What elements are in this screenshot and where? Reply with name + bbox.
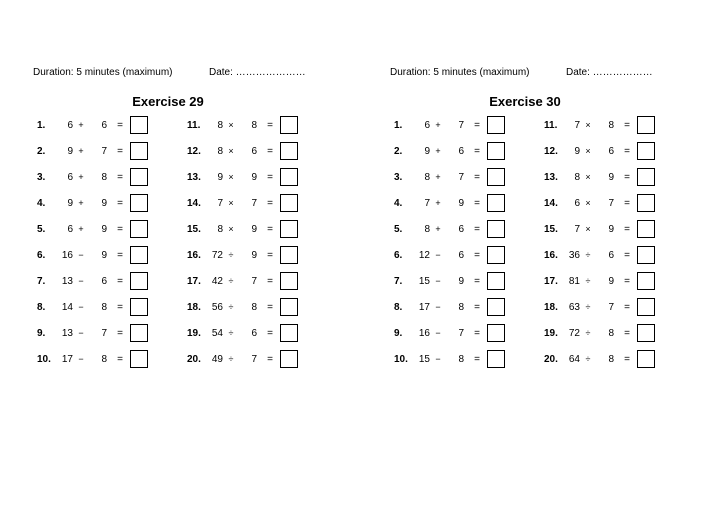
problem-number: 8. [37,302,46,313]
equals-sign: = [117,302,123,313]
operator: ÷ [228,328,234,338]
operand-b: 7 [458,120,464,131]
operand-a: 17 [418,302,430,313]
operator: × [585,224,591,234]
operand-b: 7 [101,328,107,339]
problem-row [540,246,680,266]
operand-b: 8 [101,302,107,313]
equals-sign: = [267,198,273,209]
duration-label: Duration: 5 minutes (maximum) [33,67,173,78]
problem-number: 10. [37,354,51,365]
operand-a: 7 [574,224,580,235]
operator: ÷ [228,354,234,364]
problem-number: 14. [187,198,201,209]
answer-box[interactable] [280,246,298,264]
problem-number: 15. [544,224,558,235]
equals-sign: = [117,250,123,261]
problem-number: 19. [544,328,558,339]
operand-b: 7 [608,302,614,313]
operator: ÷ [228,302,234,312]
problem-row [183,246,323,266]
exercise-sheet-29 [33,0,363,515]
answer-box[interactable] [487,324,505,342]
operand-b: 6 [251,146,257,157]
operand-a: 16 [418,328,430,339]
problem-row [390,142,530,162]
operand-b: 9 [608,224,614,235]
operand-a: 7 [217,198,223,209]
answer-box[interactable] [637,116,655,134]
operator: − [78,276,84,286]
problem-number: 10. [394,354,408,365]
answer-box[interactable] [487,168,505,186]
operand-a: 6 [67,224,73,235]
equals-sign: = [474,250,480,261]
answer-box[interactable] [637,272,655,290]
equals-sign: = [267,276,273,287]
equals-sign: = [267,354,273,365]
operand-b: 9 [458,276,464,287]
operand-b: 9 [608,276,614,287]
operator: ÷ [585,302,591,312]
operand-b: 8 [101,354,107,365]
problem-row [183,142,323,162]
problem-row [390,168,530,188]
operator: + [435,198,441,208]
problem-number: 13. [544,172,558,183]
operand-a: 6 [67,172,73,183]
operand-a: 12 [418,250,430,261]
problem-number: 12. [544,146,558,157]
operator: ÷ [585,328,591,338]
operator: − [435,250,441,260]
equals-sign: = [474,276,480,287]
problem-row [540,298,680,318]
operand-a: 72 [568,328,580,339]
equals-sign: = [117,276,123,287]
operand-a: 6 [67,120,73,131]
operator: + [435,146,441,156]
operand-b: 7 [251,198,257,209]
operand-b: 6 [251,328,257,339]
operand-a: 54 [211,328,223,339]
operand-b: 8 [251,120,257,131]
operator: − [78,328,84,338]
answer-box[interactable] [637,350,655,368]
problem-row [390,272,530,292]
operand-b: 9 [101,250,107,261]
problem-number: 19. [187,328,201,339]
equals-sign: = [267,172,273,183]
date-label: Date: ………………… [209,67,306,78]
problem-row [33,116,173,136]
problem-number: 1. [394,120,403,131]
equals-sign: = [117,172,123,183]
operand-a: 15 [418,354,430,365]
answer-box[interactable] [280,168,298,186]
problem-row [540,168,680,188]
operand-a: 63 [568,302,580,313]
answer-box[interactable] [280,324,298,342]
operand-b: 7 [458,328,464,339]
problem-number: 5. [394,224,403,235]
problem-row [540,194,680,214]
operator: ÷ [585,354,591,364]
operator: − [435,276,441,286]
operand-b: 6 [101,120,107,131]
operand-a: 13 [61,328,73,339]
duration-label: Duration: 5 minutes (maximum) [390,67,530,78]
problem-row [390,116,530,136]
problem-row [33,194,173,214]
operator: × [228,172,234,182]
operator: × [228,198,234,208]
operand-b: 7 [458,172,464,183]
problem-number: 18. [544,302,558,313]
operand-a: 16 [61,250,73,261]
operator: + [435,224,441,234]
operator: + [78,224,84,234]
problem-row [540,324,680,344]
problem-row [33,220,173,240]
problem-row [390,324,530,344]
operand-b: 6 [608,146,614,157]
problem-row [183,298,323,318]
operand-a: 6 [424,120,430,131]
operator: × [228,120,234,130]
problem-row [33,272,173,292]
answer-box[interactable] [637,194,655,212]
problem-number: 20. [187,354,201,365]
equals-sign: = [624,302,630,313]
operand-b: 9 [608,172,614,183]
operator: + [78,198,84,208]
operand-a: 9 [67,198,73,209]
operand-b: 7 [251,276,257,287]
answer-box[interactable] [487,116,505,134]
operand-b: 8 [458,354,464,365]
exercise-title: Exercise 30 [489,94,561,109]
answer-box[interactable] [637,168,655,186]
operand-a: 72 [211,250,223,261]
problem-row [183,194,323,214]
equals-sign: = [624,120,630,131]
problem-row [390,350,530,370]
operand-b: 7 [251,354,257,365]
problem-number: 18. [187,302,201,313]
operand-a: 8 [424,172,430,183]
problem-row [390,220,530,240]
operator: + [435,120,441,130]
problem-row [33,298,173,318]
operand-b: 8 [251,302,257,313]
operator: − [435,302,441,312]
operand-a: 64 [568,354,580,365]
problem-number: 15. [187,224,201,235]
equals-sign: = [624,172,630,183]
answer-box[interactable] [487,194,505,212]
operator: + [78,172,84,182]
problem-number: 12. [187,146,201,157]
answer-box[interactable] [130,298,148,316]
equals-sign: = [474,302,480,313]
problem-number: 14. [544,198,558,209]
problem-row [33,350,173,370]
answer-box[interactable] [637,246,655,264]
operand-b: 6 [458,146,464,157]
equals-sign: = [624,224,630,235]
operand-b: 6 [101,276,107,287]
problem-number: 9. [394,328,403,339]
operator: ÷ [585,250,591,260]
operand-b: 8 [608,120,614,131]
problem-number: 5. [37,224,46,235]
problem-row [540,220,680,240]
answer-box[interactable] [130,272,148,290]
equals-sign: = [624,250,630,261]
operand-b: 6 [458,224,464,235]
problem-row [390,246,530,266]
equals-sign: = [474,354,480,365]
operand-a: 8 [217,224,223,235]
problem-row [33,246,173,266]
equals-sign: = [117,224,123,235]
operand-a: 7 [574,120,580,131]
answer-box[interactable] [130,324,148,342]
operator: − [435,354,441,364]
problem-number: 16. [544,250,558,261]
equals-sign: = [117,198,123,209]
operand-a: 36 [568,250,580,261]
operator: × [585,172,591,182]
answer-box[interactable] [487,272,505,290]
equals-sign: = [474,172,480,183]
operand-a: 6 [574,198,580,209]
problem-number: 7. [394,276,403,287]
problem-number: 7. [37,276,46,287]
operand-b: 9 [251,172,257,183]
equals-sign: = [267,250,273,261]
problem-row [33,142,173,162]
problem-number: 16. [187,250,201,261]
problem-number: 6. [394,250,403,261]
answer-box[interactable] [280,350,298,368]
answer-box[interactable] [637,324,655,342]
problem-row [540,272,680,292]
equals-sign: = [624,328,630,339]
exercise-title: Exercise 29 [132,94,204,109]
operator: ÷ [228,250,234,260]
operator: + [78,120,84,130]
operand-a: 49 [211,354,223,365]
operator: ÷ [585,276,591,286]
operand-a: 17 [61,354,73,365]
equals-sign: = [117,146,123,157]
equals-sign: = [624,198,630,209]
operator: + [435,172,441,182]
problem-number: 2. [394,146,403,157]
answer-box[interactable] [487,142,505,160]
problem-row [183,350,323,370]
equals-sign: = [267,224,273,235]
operand-a: 9 [217,172,223,183]
equals-sign: = [474,198,480,209]
operand-b: 7 [608,198,614,209]
operator: × [585,146,591,156]
problem-number: 17. [544,276,558,287]
operator: × [585,198,591,208]
equals-sign: = [267,120,273,131]
exercise-sheet-30 [390,0,720,515]
operand-a: 7 [424,198,430,209]
answer-box[interactable] [280,220,298,238]
problem-number: 9. [37,328,46,339]
operand-a: 56 [211,302,223,313]
problem-row [540,142,680,162]
answer-box[interactable] [280,116,298,134]
answer-box[interactable] [130,116,148,134]
answer-box[interactable] [280,272,298,290]
equals-sign: = [117,328,123,339]
answer-box[interactable] [487,298,505,316]
answer-box[interactable] [637,142,655,160]
date-label: Date: ……………… [566,67,653,78]
answer-box[interactable] [487,350,505,368]
answer-box[interactable] [280,298,298,316]
operator: − [435,328,441,338]
operator: × [228,224,234,234]
answer-box[interactable] [637,220,655,238]
problem-row [183,324,323,344]
answer-box[interactable] [487,246,505,264]
operand-a: 9 [67,146,73,157]
operand-b: 8 [458,302,464,313]
problem-number: 3. [394,172,403,183]
operand-b: 9 [251,224,257,235]
problem-row [183,168,323,188]
problem-number: 2. [37,146,46,157]
operator: ÷ [228,276,234,286]
operator: − [78,250,84,260]
equals-sign: = [267,328,273,339]
problem-number: 3. [37,172,46,183]
problem-number: 1. [37,120,46,131]
equals-sign: = [117,120,123,131]
problem-number: 17. [187,276,201,287]
operand-b: 8 [101,172,107,183]
operand-b: 9 [101,198,107,209]
operand-a: 8 [217,120,223,131]
answer-box[interactable] [130,142,148,160]
problem-row [540,116,680,136]
operator: × [585,120,591,130]
equals-sign: = [117,354,123,365]
operand-b: 9 [251,250,257,261]
equals-sign: = [474,224,480,235]
answer-box[interactable] [130,220,148,238]
operand-a: 14 [61,302,73,313]
problem-row [183,220,323,240]
operand-b: 9 [458,198,464,209]
operator: − [78,302,84,312]
operator: − [78,354,84,364]
operand-a: 9 [424,146,430,157]
problem-number: 13. [187,172,201,183]
equals-sign: = [624,354,630,365]
equals-sign: = [267,146,273,157]
operator: + [78,146,84,156]
operand-b: 9 [101,224,107,235]
problem-number: 6. [37,250,46,261]
equals-sign: = [624,146,630,157]
problem-number: 11. [544,120,558,131]
operand-b: 8 [608,354,614,365]
operand-a: 8 [574,172,580,183]
operand-a: 81 [568,276,580,287]
answer-box[interactable] [130,168,148,186]
problem-row [183,116,323,136]
operand-a: 15 [418,276,430,287]
operator: × [228,146,234,156]
problem-number: 8. [394,302,403,313]
answer-box[interactable] [130,246,148,264]
equals-sign: = [474,146,480,157]
operand-b: 6 [608,250,614,261]
problem-row [540,350,680,370]
problem-number: 11. [187,120,201,131]
problem-number: 4. [37,198,46,209]
operand-a: 42 [211,276,223,287]
problem-number: 20. [544,354,558,365]
operand-a: 13 [61,276,73,287]
operand-b: 6 [458,250,464,261]
equals-sign: = [474,120,480,131]
operand-b: 8 [608,328,614,339]
problem-row [183,272,323,292]
problem-row [33,324,173,344]
problem-row [390,194,530,214]
equals-sign: = [267,302,273,313]
operand-a: 8 [217,146,223,157]
answer-box[interactable] [280,142,298,160]
operand-a: 9 [574,146,580,157]
operand-a: 8 [424,224,430,235]
operand-b: 7 [101,146,107,157]
answer-box[interactable] [130,350,148,368]
problem-row [390,298,530,318]
answer-box[interactable] [637,298,655,316]
equals-sign: = [474,328,480,339]
answer-box[interactable] [280,194,298,212]
problem-row [33,168,173,188]
answer-box[interactable] [130,194,148,212]
answer-box[interactable] [487,220,505,238]
problem-number: 4. [394,198,403,209]
equals-sign: = [624,276,630,287]
